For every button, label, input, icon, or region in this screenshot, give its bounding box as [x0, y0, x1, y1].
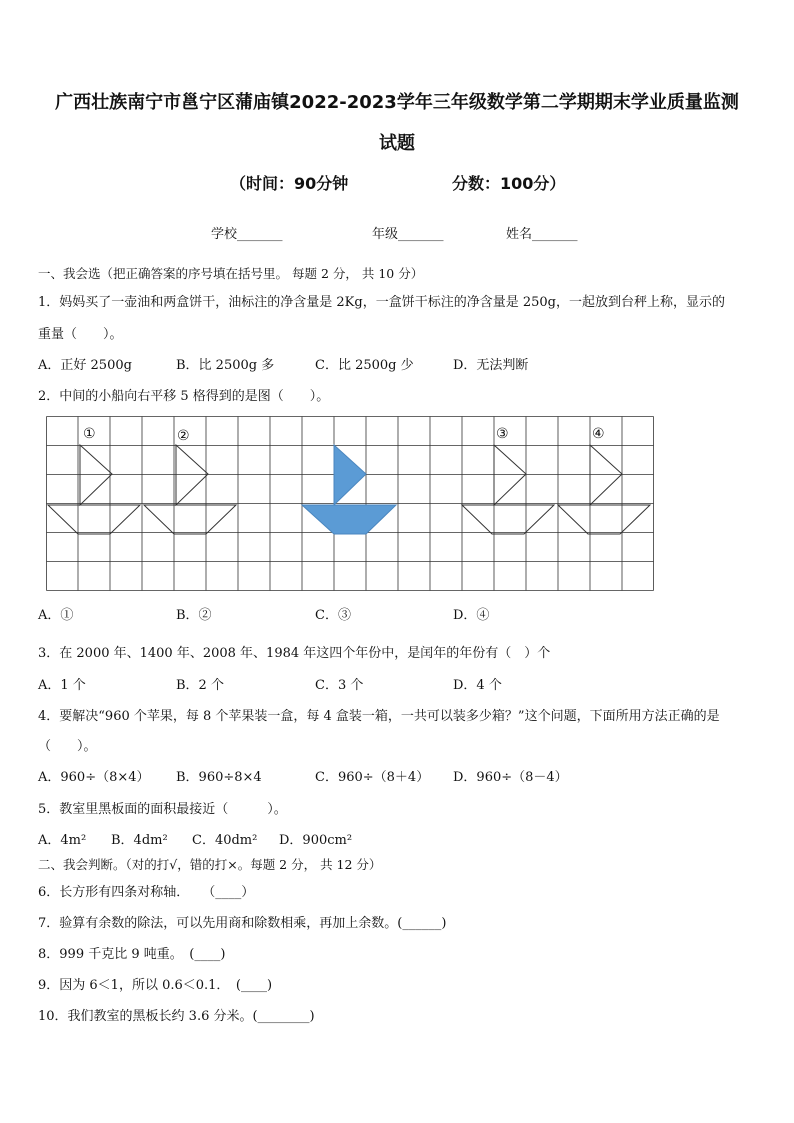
exam-title: 广西壮族南宁市邕宁区蒲庙镇2022-2023学年三年级数学第二学期期末学业质量监测: [55, 92, 739, 113]
boat-4-sail: [590, 445, 622, 505]
boat-grid-figure: [46, 416, 654, 592]
q2-option-c[interactable]: C．③: [315, 608, 351, 623]
figure-label-4: ④: [592, 426, 605, 442]
question-7: 7．验算有余数的除法，可以先用商和除数相乘，再加上余数。(______): [38, 916, 447, 931]
section-2-heading: 二、我会判断。（对的打√，错的打×。每题 2 分， 共 12 分）: [38, 857, 382, 872]
question-4: 4．要解决“960 个苹果，每 8 个苹果装一盒，每 4 盒装一箱，一共可以装多少箱？”这个问题，下面所用方法正确的是: [38, 709, 720, 724]
q4-option-b[interactable]: B．960÷8×4: [176, 770, 262, 785]
q4-option-c[interactable]: C．960÷（8＋4）: [315, 770, 430, 785]
boat-2-sail: [176, 445, 208, 505]
question-2: 2．中间的小船向右平移 5 格得到的是图（ ）。: [38, 389, 330, 404]
score-label: 分数：100分）: [452, 174, 566, 193]
center-boat-hull: [302, 505, 396, 534]
question-9: 9．因为 6＜1，所以 0.6＜0.1． (____): [38, 978, 273, 993]
boat-4-hull: [558, 505, 650, 534]
q5-option-c[interactable]: C．40dm²: [192, 833, 258, 848]
question-6: 6．长方形有四条对称轴． （____）: [38, 885, 255, 900]
q3-option-d[interactable]: D．4 个: [453, 678, 502, 693]
question-1: 1．妈妈买了一壶油和两盒饼干，油标注的净含量是 2Kg，一盒饼干标注的净含量是 250g，一起放到台秤上称，显示的: [38, 295, 725, 310]
question-5: 5．教室里黑板面的面积最接近（ ）。: [38, 802, 287, 817]
q3-option-b[interactable]: B．2 个: [176, 678, 224, 693]
question-3: 3．在 2000 年、1400 年、2008 年、1984 年这四个年份中，是闰年的年份有（ ）个: [38, 646, 551, 661]
question-4-cont: （ ）。: [38, 739, 97, 754]
school-field[interactable]: 学校_______: [211, 227, 283, 242]
q2-option-d[interactable]: D．④: [453, 608, 490, 623]
exam-title-line2: 试题: [379, 133, 415, 154]
q5-option-a[interactable]: A．4m²: [38, 833, 87, 848]
q1-option-b[interactable]: B．比 2500g 多: [176, 358, 275, 373]
section-1-heading: 一、我会选（把正确答案的序号填在括号里。 每题 2 分， 共 10 分）: [38, 266, 424, 281]
boat-3-hull: [462, 505, 554, 534]
q2-option-a[interactable]: A．①: [38, 608, 74, 623]
q2-option-b[interactable]: B．②: [176, 608, 212, 623]
boat-1-hull: [48, 505, 140, 534]
grid-lines: [47, 417, 654, 591]
grade-field[interactable]: 年级_______: [372, 227, 444, 242]
q1-option-d[interactable]: D．无法判断: [453, 358, 529, 373]
q1-option-a[interactable]: A．正好 2500g: [38, 358, 132, 373]
q1-option-c[interactable]: C．比 2500g 少: [315, 358, 414, 373]
q5-option-d[interactable]: D．900cm²: [279, 833, 353, 848]
question-10: 10．我们教室的黑板长约 3.6 分米。(________): [38, 1009, 315, 1024]
figure-label-1: ①: [83, 426, 96, 442]
q4-option-d[interactable]: D．960÷（8－4）: [453, 770, 568, 785]
boat-1-sail: [80, 445, 112, 505]
name-field[interactable]: 姓名_______: [506, 227, 578, 242]
q4-option-a[interactable]: A．960÷（8×4）: [38, 770, 150, 785]
q3-option-a[interactable]: A．1 个: [38, 678, 86, 693]
q3-option-c[interactable]: C．3 个: [315, 678, 364, 693]
figure-label-3: ③: [496, 426, 509, 442]
time-label: （时间：90分钟: [230, 174, 349, 193]
question-1-cont: 重量（ ）。: [38, 327, 123, 342]
figure-label-2: ②: [177, 428, 190, 444]
center-boat-sail: [334, 445, 366, 505]
q5-option-b[interactable]: B．4dm²: [111, 833, 168, 848]
boat-2-hull: [144, 505, 236, 534]
boat-3-sail: [494, 445, 526, 505]
question-8: 8．999 千克比 9 吨重。 (____): [38, 947, 226, 962]
